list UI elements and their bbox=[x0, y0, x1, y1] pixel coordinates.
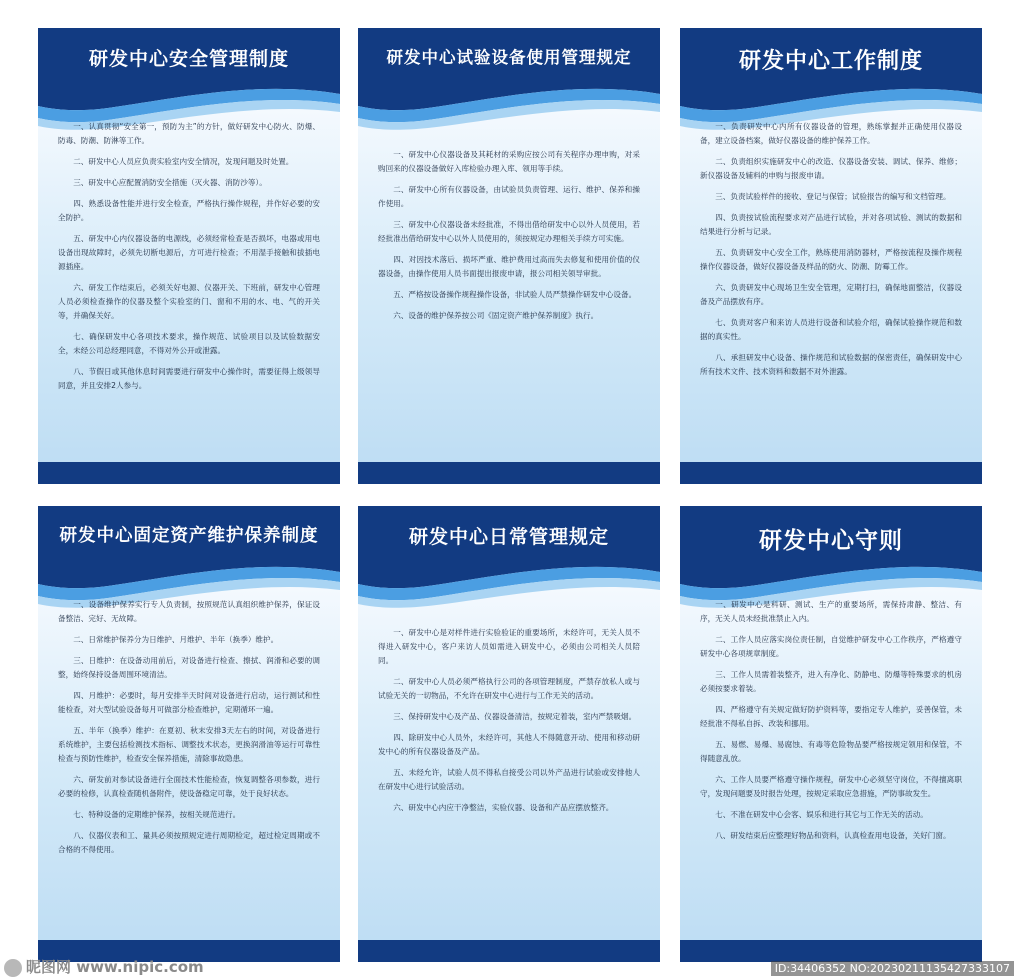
regulation-clause: 六、研发工作结束后，必须关好电源、仪器开关、下班前，研发中心管理人员必须检查操作的仪器及整个实验室的门、窗和不用的水、电、气的开关等，并确保关好。 bbox=[58, 283, 320, 320]
board-header bbox=[38, 28, 340, 132]
board-title: 研发中心安全管理制度 bbox=[88, 48, 289, 70]
board-body bbox=[700, 120, 962, 448]
board-header bbox=[358, 506, 660, 610]
regulation-clause: 八、节假日或其他休息时间需要进行研发中心操作时，需要征得上级领导同意，并且安排2人参与。 bbox=[58, 367, 320, 390]
regulation-clause: 一、认真贯彻“安全第一，预防为主”的方针，做好研发中心防火、防爆、防毒、防潮、防淋等工作。 bbox=[58, 122, 320, 145]
regulation-clause: 五、负责研发中心安全工作，熟练使用消防器材，严格按流程及操作规程操作仪器设备，做好仪器设备及样品的防火、防潮、防霉工作。 bbox=[700, 248, 962, 271]
regulation-clause: 四、月维护：必要时，每月安排半天时间对设备进行启动，运行测试和性能检查，对大型试验设备每月可做部分检查维护，定期循环一遍。 bbox=[58, 691, 320, 714]
regulation-clause: 二、研发中心人员应负责实验室内安全情况，发现问题及时处置。 bbox=[73, 157, 294, 166]
regulation-board bbox=[38, 506, 340, 962]
board-footer-bar bbox=[38, 462, 340, 484]
board-footer-bar bbox=[358, 940, 660, 962]
board-body bbox=[378, 626, 640, 926]
regulation-clause: 二、工作人员应落实岗位责任制，自觉维护研发中心工作秩序，严格遵守研发中心各项规章制度。 bbox=[700, 635, 962, 658]
regulation-clause: 八、研发结束后应整理好物品和资料，认真检查用电设备，关好门窗。 bbox=[715, 831, 951, 840]
board-header bbox=[38, 506, 340, 610]
regulation-clause: 四、除研发中心人员外，未经许可，其他人不得随意开动、使用和移动研发中心的所有仪器设备及产品。 bbox=[378, 733, 640, 756]
regulation-clause: 四、负责按试验流程要求对产品进行试验，并对各项试验、测试的数据和结果进行分析与记录。 bbox=[700, 213, 962, 236]
regulation-clause: 四、严格遵守有关规定做好防护资料等，要指定专人维护，妥善保管，未经批准不得私自拆、改装和挪用。 bbox=[700, 705, 962, 728]
regulation-clause: 二、负责组织实施研发中心的改造、仪器设备安装、调试、保养、维修；新仪器设备及辅料的申购与报废申请。 bbox=[700, 157, 962, 180]
regulation-board bbox=[680, 506, 982, 962]
regulation-clause: 三、保持研发中心及产品、仪器设备清洁，按规定着装，室内严禁吸烟。 bbox=[393, 712, 637, 721]
board-header bbox=[680, 28, 982, 132]
regulation-clause: 三、负责试验样件的接收、登记与保管；试验报告的编写和文档管理。 bbox=[715, 192, 951, 201]
regulation-clause: 七、不准在研发中心会客、娱乐和进行其它与工作无关的活动。 bbox=[715, 810, 928, 819]
regulation-clause: 八、仪器仪表和工、量具必须按照规定进行周期检定，超过检定周期或不合格的不得使用。 bbox=[58, 831, 320, 854]
regulation-clause: 五、易燃、易爆、易腐蚀、有毒等危险物品要严格按规定领用和保管，不得随意乱放。 bbox=[700, 740, 962, 763]
board-title: 研发中心试验设备使用管理规定 bbox=[386, 48, 632, 67]
regulation-clause: 六、设备的维护保养按公司《固定资产维护保养制度》执行。 bbox=[393, 311, 599, 320]
board-title: 研发中心工作制度 bbox=[738, 49, 923, 74]
board-body bbox=[58, 598, 320, 926]
regulation-clause: 五、未经允许，试验人员不得私自接受公司以外产品进行试验或安排他人在研发中心进行试验活动。 bbox=[378, 768, 640, 791]
regulation-clause: 二、研发中心人员必须严格执行公司的各项管理制度，严禁存放私人或与试验无关的一切物品，不允许在研发中心进行与工作无关的活动。 bbox=[378, 677, 640, 700]
regulation-clause: 七、特种设备的定期维护保养，按相关规范进行。 bbox=[73, 810, 241, 819]
regulation-board bbox=[358, 506, 660, 962]
regulation-clause: 六、工作人员要严格遵守操作规程，研发中心必须坚守岗位，不得擅离职守，发现问题要及时报告处理，按规定采取应急措施，严防事故发生。 bbox=[700, 775, 962, 798]
regulation-clause: 一、研发中心是对样件进行实验验证的重要场所，未经许可，无关人员不得进入研发中心，客户来访人员如需进入研发中心，必须由公司相关人员陪同。 bbox=[378, 628, 640, 665]
regulation-clause: 二、日常维护保养分为日维护、月维护、半年（换季）维护。 bbox=[73, 635, 279, 644]
regulation-clause: 一、负责研发中心内所有仪器设备的管理，熟练掌握并正确使用仪器设备，建立设备档案，做好仪器设备的维护保养工作。 bbox=[700, 122, 962, 145]
board-body bbox=[700, 598, 962, 926]
regulation-clause: 七、负责对客户和来访人员进行设备和试验介绍，确保试验操作规范和数据的真实性。 bbox=[700, 318, 962, 341]
regulation-clause: 三、日维护：在设备动用前后，对设备进行检查、擦拭、润滑和必要的调整，始终保持设备周围环境清洁。 bbox=[58, 656, 320, 679]
regulation-clause: 四、熟悉设备性能并进行安全检查，严格执行操作规程，并作好必要的安全防护。 bbox=[58, 199, 320, 222]
nipic-watermark bbox=[4, 956, 204, 977]
regulation-board bbox=[358, 28, 660, 484]
board-footer-bar bbox=[680, 940, 982, 962]
board-title: 研发中心固定资产维护保养制度 bbox=[59, 526, 319, 546]
regulation-clause: 一、设备维护保养实行专人负责制，按照规范认真组织维护保养，保证设备整洁、完好、无故障。 bbox=[58, 600, 320, 623]
regulation-clause: 五、严格按设备操作规程操作设备，非试验人员严禁操作研发中心设备。 bbox=[393, 290, 637, 299]
image-id-watermark: ID:34406352 NO:20230211135427333107 bbox=[771, 961, 1014, 976]
watermark-left-text: 昵图网 www.nipic.com bbox=[26, 958, 204, 976]
regulation-clause: 四、对因技术落后、损坏严重、维护费用过高而失去修复和使用价值的仪器设备，由操作使用人员书面提出报废申请，报公司相关领导审批。 bbox=[378, 255, 640, 278]
regulation-clause: 八、承担研发中心设备、操作规范和试验数据的保密责任，确保研发中心所有技术文件、技术资料和数据不对外泄露。 bbox=[700, 353, 962, 376]
board-footer-bar bbox=[358, 462, 660, 484]
regulation-board bbox=[38, 28, 340, 484]
regulation-clause: 一、研发中心仪器设备及其耗材的采购应按公司有关程序办理申购，对采购回来的仪器设备做好入库检验办理入库、领用等手续。 bbox=[378, 150, 640, 173]
board-body bbox=[378, 148, 640, 448]
board-body bbox=[58, 120, 320, 448]
regulation-clause: 五、研发中心内仪器设备的电源线，必须经常检查是否损坏，电器或用电设备出现故障时，必须先切断电源后，方可进行检查；不用湿手接触和拔插电源插座。 bbox=[58, 234, 320, 271]
regulation-board bbox=[680, 28, 982, 484]
board-footer-bar bbox=[680, 462, 982, 484]
regulation-clause: 一、研发中心是科研、测试、生产的重要场所，需保持肃静、整洁、有序，无关人员未经批准禁止入内。 bbox=[700, 600, 962, 623]
regulation-clause: 六、研发前对参试设备进行全面技术性能检查，恢复调整各项参数，进行必要的检修，认真检查随机备附件，使设备稳定可靠，处于良好状态。 bbox=[58, 775, 320, 798]
board-title: 研发中心日常管理规定 bbox=[408, 526, 609, 548]
regulation-clause: 七、确保研发中心各项技术要求，操作规范、试验项目以及试验数据安全，未经公司总经理同意，不得对外公开或泄露。 bbox=[58, 332, 320, 355]
regulation-clause: 三、研发中心应配置消防安全措施（灭火器、消防沙等）。 bbox=[73, 178, 267, 187]
nipic-logo-icon bbox=[4, 959, 22, 977]
regulation-clause: 三、研发中心仪器设备未经批准，不得出借给研发中心以外人员使用，若经批准出借给研发中心以外人员使用的，须按规定办理相关手续方可实施。 bbox=[378, 220, 640, 243]
regulation-clause: 五、半年（换季）维护：在夏初、秋末安排3天左右的时间，对设备进行系统维护，主要包括检测技术指标、调整技术状态，更换润滑油等运行可靠性检查与预防性维护，检查安全保养措施，清除事故隐患。 bbox=[58, 726, 320, 763]
board-title: 研发中心守则 bbox=[759, 528, 903, 554]
board-header bbox=[358, 28, 660, 132]
regulation-clause: 二、研发中心所有仪器设备，由试验员负责管理、运行、维护、保养和操作使用。 bbox=[378, 185, 640, 208]
board-header bbox=[680, 506, 982, 610]
regulation-clause: 六、负责研发中心现场卫生安全管理，定期打扫，确保地面整洁，仪器设备及产品摆放有序。 bbox=[700, 283, 962, 306]
regulation-clause: 三、工作人员需着装整齐，进入有净化、防静电、防爆等特殊要求的机房必须按要求着装。 bbox=[700, 670, 962, 693]
regulation-clause: 六、研发中心内应干净整洁，实验仪器、设备和产品应摆放整齐。 bbox=[393, 803, 614, 812]
